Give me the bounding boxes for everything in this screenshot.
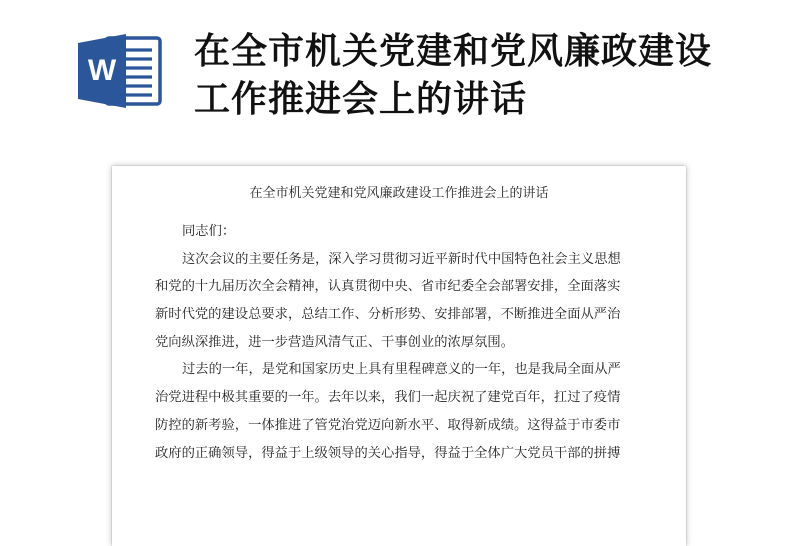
document-body — [155, 218, 643, 467]
document-page — [112, 166, 686, 546]
header — [0, 0, 800, 140]
greeting: 同志们： — [182, 224, 236, 239]
word-icon-letter: W — [87, 54, 117, 87]
document-title: 在全市机关党建和党风廉政建设工作推进会上的讲话 — [249, 186, 549, 201]
word-document-icon — [76, 32, 164, 110]
paragraph-line: 这次会议的主要任务是，深入学习贯彻习近平新时代中国特色社会主义思想 — [182, 251, 621, 267]
page-title — [194, 28, 784, 124]
page-title-line-2: 工作推进会上的讲话 — [194, 79, 528, 120]
paragraph-line: 治党进程中极其重要的一年。去年以来，我们一起庆祝了建党百年，扛过了疫情 — [155, 390, 621, 406]
page-title-line-1: 在全市机关党建和党风廉政建设 — [194, 31, 713, 72]
paragraph-line: 防控的新考验，一体推进了管党治党迈向新水平、取得新成绩。这得益于市委市 — [155, 417, 621, 433]
paragraph-line: 党向纵深推进，进一步营造风清气正、干事创业的浓厚氛围。 — [155, 334, 515, 350]
paragraph-line: 过去的一年，是党和国家历史上具有里程碑意义的一年，也是我局全面从严 — [182, 362, 621, 378]
paragraph-line: 新时代党的建设总要求，总结工作、分析形势、安排部署，不断推进全面从严治 — [155, 307, 621, 323]
paragraph-line: 政府的正确领导，得益于上级领导的关心指导，得益于全体广大党员干部的拼搏 — [155, 445, 621, 461]
paragraph-line: 和党的十九届历次全会精神，认真贯彻中央、省市纪委全会部署安排，全面落实 — [155, 279, 621, 295]
